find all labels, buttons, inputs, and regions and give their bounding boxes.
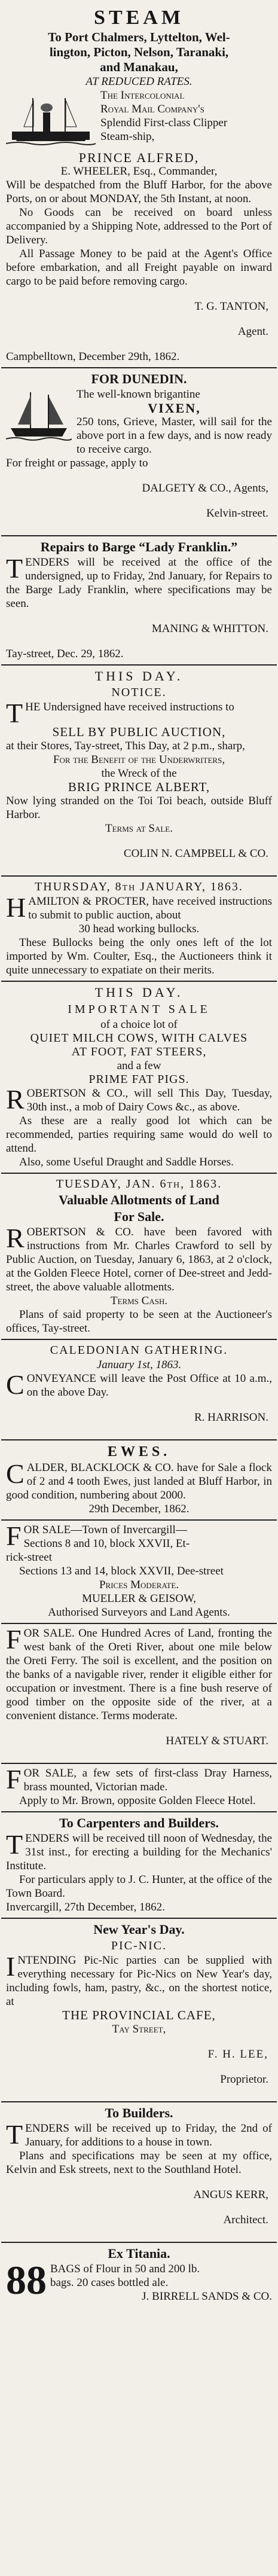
caledonian-body: ONVEYANCE will leave the Post Office at 10 a.m., on the above Day.: [26, 1372, 272, 1399]
ad-titania: [1, 2243, 277, 2307]
builders-sig: ANGUS KERR,: [193, 2189, 268, 2201]
newyear-picnic: PIC-NIC.: [111, 1939, 167, 1952]
inv-drop-cap: F: [6, 1521, 22, 1551]
steam-body-4: Steam-ship,: [100, 130, 155, 143]
milch-few: and a few: [117, 1060, 161, 1072]
inv-l4: Sections 13 and 14, block XXVII, Dee-street: [19, 1565, 224, 1577]
hamilton-body: AMILTON & PROCTER, have received instructions to submit to public auction, about: [28, 895, 272, 921]
thisday-body: HE Undersigned have received instructions to: [25, 701, 234, 713]
barge-body: ENDERS will be received at the office of the undersigned, up to Friday, 2nd January, for Repairs to the Barge Lady Franklin, where specifications may be seen.: [6, 556, 272, 610]
dunedin-agent-addr: Kelvin-street.: [206, 507, 268, 520]
hamilton-body2: These Bullocks being the only ones left of the lot imported by Wm. Coulter, Esq., the Auctioneers think it quite unnecessary to expatiate on their merits.: [6, 936, 272, 976]
newyear-body: NTENDING Pic-Nic parties can be supplied with everything necessary for Pic-Nics on New Year's day, including fowls, ham, pastry, &c., on the shortest notice, at: [6, 1954, 272, 2008]
builders-title: To Builders.: [105, 2105, 173, 2120]
milch-body3: Also, some Useful Draught and Saddle Horses.: [19, 1156, 234, 1168]
inv-prices: Prices Moderate.: [99, 1579, 179, 1591]
ad-this-day-notice: [1, 666, 277, 877]
thisday-benefit: For the Benefit of the Underwriters,: [53, 753, 225, 766]
thisday-terms: Terms at Sale.: [105, 822, 173, 835]
steam-captain: E. WHEELER, Esq., Commander,: [60, 165, 218, 178]
ad-ewes: [1, 1440, 277, 1521]
ewes-body: ALDER, BLACKLOCK & CO. have for Sale a flock of 2 and 4 tooth Ewes, just landed at Bluff Harbor, in good condition, numbering about 2000.: [6, 1461, 272, 1501]
newspaper-column: [1, 0, 277, 2307]
steam-dests-2: lington, Picton, Nelson, Taranaki,: [49, 45, 229, 59]
builders-drop-cap: T: [6, 2119, 23, 2150]
caledonian-date: January 1st, 1863.: [96, 1359, 182, 1371]
steam-main: Will be despatched from the Bluff Harbor, for the above Ports, on or about MONDAY, the 5th Instant, at noon.: [6, 179, 272, 205]
steam-agent-name: T. G. TANTON,: [194, 300, 268, 313]
dunedin-body: 250 tons, Grieve, Master, will sail for the above port in a few days, and is now ready to receive cargo.: [77, 416, 272, 456]
barge-title: Repairs to Barge “Lady Franklin.”: [40, 539, 238, 554]
ad-allotments: [1, 1174, 277, 1340]
titania-l2: bags. 20 cases bottled ale.: [50, 2276, 169, 2289]
newyear-title: New Year's Day.: [93, 1922, 185, 1937]
ad-builders: [1, 2102, 277, 2243]
thisday-drop-cap: T: [6, 698, 23, 728]
titania-number: 88: [6, 2257, 47, 2303]
builders-body2: Plans and specifications may be seen at my office, Kelvin and Esk streets, next to the Southland Hotel.: [6, 2150, 272, 2176]
steam-agent-role: Agent.: [237, 325, 268, 338]
newyear-street: Tay Street,: [112, 2023, 166, 2035]
caledonian-sig: R. HARRISON.: [194, 1411, 268, 1424]
thisday-sig: COLIN N. CAMPBELL & CO.: [123, 847, 268, 860]
steam-date: Campbelltown, December 29th, 1862.: [6, 350, 180, 363]
inv-l2: Sections 8 and 10, block XXVII, Et-: [23, 1537, 190, 1550]
builders-body: ENDERS will be received up to Friday, the 2nd of January, for additions to a house in town.: [25, 2122, 272, 2148]
ad-caledonian: [1, 1340, 277, 1440]
milch-body: OBERTSON & CO., will sell This Day, Tuesday, 30th inst., a mob of Dairy Cows &c., as above.: [26, 1087, 272, 1113]
ewes-drop-cap: C: [6, 1458, 25, 1489]
milch-body2: As these are a really good lot which can be recommended, parties requiring same would do well to attend.: [6, 1115, 272, 1155]
thisday-sell: SELL BY PUBLIC AUCTION,: [52, 725, 226, 739]
drays-body2: Apply to Mr. Brown, opposite Golden Fleece Hotel.: [19, 1794, 256, 1807]
allot-title-1: Valuable Allotments of Land: [59, 1192, 219, 1207]
allot-title-2: For Sale.: [114, 1209, 164, 1224]
milch-foot: AT FOOT, FAT STEERS,: [71, 1045, 207, 1058]
inv-l1: OR SALE—Town of Invercargill—: [23, 1524, 187, 1536]
ad-steam: [1, 4, 277, 368]
drays-body: OR SALE, a few sets of first-class Dray Harness, brass mounted, Victorian made.: [23, 1767, 272, 1793]
allot-date: TUESDAY, JAN. 6th, 1863.: [56, 1177, 222, 1191]
dunedin-freight: For freight or passage, apply to: [6, 457, 148, 469]
carpenters-title: To Carpenters and Builders.: [59, 1815, 219, 1830]
oreti-body: OR SALE. One Hundred Acres of Land, fronting the west bank of the Oreti River, about one mile below the Oreti Ferry. The soil is excellent, and the position on the banks of a navigable river, render it eligible either for occupation or investment. There is a fine bush reserve of good timber on the opposite side of the river, at a convenient distance. Terms moderate.: [6, 1627, 272, 1722]
newyear-prop: F. H. LEE,: [207, 2048, 268, 2061]
builders-sig-role: Architect.: [223, 2214, 268, 2226]
inv-sig: MUELLER & GEISOW,: [82, 1592, 196, 1605]
steamship-icon: [6, 90, 96, 149]
allot-drop-cap: R: [6, 1223, 25, 1253]
thisday-notice: NOTICE.: [111, 686, 167, 699]
milch-title: THIS DAY.: [94, 985, 184, 1000]
steam-ship-name: PRINCE ALFRED,: [78, 150, 200, 165]
hamilton-bullocks: 30 head working bullocks.: [78, 923, 200, 935]
carpenters-date: Invercargill, 27th December, 1862.: [6, 1901, 165, 1913]
oreti-sig: HATELY & STUART.: [166, 1735, 268, 1747]
allot-plans: Plans of said property to be seen at the Auctioneer's offices, Tay-street.: [6, 1308, 272, 1335]
steam-dests-3: and Manakau,: [100, 60, 178, 74]
milch-pigs: PRIME FAT PIGS.: [88, 1073, 190, 1086]
caledonian-drop-cap: C: [6, 1369, 25, 1400]
steam-no-goods: No Goods can be received on board unless accompanied by a Shipping Note, addressed to the Port of Delivery.: [6, 206, 272, 246]
carpenters-drop-cap: T: [6, 1829, 23, 1860]
thisday-lying: Now lying stranded on the Toi Toi beach, outside Bluff Harbor.: [6, 795, 272, 821]
steam-rates: AT REDUCED RATES.: [85, 75, 193, 88]
thisday-title: THIS DAY.: [94, 669, 184, 683]
dunedin-ship-name: VIXEN,: [148, 401, 201, 416]
caledonian-title: CALEDONIAN GATHERING.: [50, 1344, 228, 1357]
allot-body: OBERTSON & CO. have been favored with instructions from Mr. Charles Crawford to sell by Public Auction, on Tuesday, January 6, 1863, at 2 o'clock, at the Golden Fleece Hotel, corner of Dee-street and Jedd-street, the above valuable allotments.: [6, 1226, 272, 1293]
dunedin-title: FOR DUNEDIN.: [91, 371, 187, 386]
thisday-brig: BRIG PRINCE ALBERT,: [68, 780, 210, 794]
milch-drop-cap: R: [6, 1084, 25, 1115]
milch-cows: QUIET MILCH COWS, WITH CALVES: [30, 1031, 248, 1045]
ewes-title: EWES.: [107, 1444, 171, 1460]
ad-dunedin: [1, 368, 277, 536]
steam-passage: All Passage Money to be paid at the Agent's Office before embarkation, and all Freight payable on inward cargo to be paid before removing cargo.: [6, 248, 272, 288]
titania-title: Ex Titania.: [108, 2246, 170, 2261]
inv-sig2: Authorised Surveyors and Land Agents.: [48, 1606, 230, 1619]
ad-hamilton: [1, 877, 277, 982]
milch-important: IMPORTANT SALE: [68, 1003, 210, 1016]
ad-dray-harness: [1, 1764, 277, 1812]
titania-sig: J. BIRRELL SANDS & CO.: [142, 2290, 272, 2303]
steam-dests-1: To Port Chalmers, Lyttelton, Wel-: [48, 30, 230, 44]
thisday-wreck: the Wreck of the: [101, 767, 177, 780]
drays-drop-cap: F: [6, 1764, 22, 1794]
newyear-prop-role: Proprietor.: [220, 2073, 268, 2086]
barge-date: Tay-street, Dec. 29, 1862.: [6, 648, 124, 660]
carpenters-body2: For particulars apply to J. C. Hunter, at the office of the Town Board.: [6, 1873, 272, 1900]
newyear-cafe: THE PROVINCIAL CAFE,: [62, 2008, 216, 2022]
allot-terms: Terms Cash.: [110, 1295, 168, 1307]
ad-barge: [1, 536, 277, 666]
ad-milch-cows: [1, 982, 277, 1174]
hamilton-drop-cap: H: [6, 892, 26, 923]
barge-sig: MANING & WHITTON.: [151, 622, 268, 635]
ad-new-year: [1, 1919, 277, 2102]
newyear-drop-cap: I: [6, 1951, 16, 1982]
carpenters-body: ENDERS will be received till noon of Wednesday, the 31st inst., for erecting a building for the Mechanics' Institute.: [6, 1832, 272, 1872]
ad-oreti-land: [1, 1624, 277, 1764]
ad-invercargill-sections: [1, 1521, 277, 1624]
ad-carpenters: [1, 1812, 277, 1919]
brigantine-icon: [6, 389, 72, 442]
hamilton-date: THURSDAY, 8th JANUARY, 1863.: [35, 880, 243, 893]
dunedin-lead: The well-known brigantine: [77, 388, 200, 401]
inv-l3: rick-street: [6, 1551, 53, 1564]
steam-body-1: The Intercolonial: [100, 89, 185, 102]
steam-title: STEAM: [94, 7, 184, 29]
ewes-date: 29th December, 1862.: [88, 1503, 190, 1515]
thisday-body2: at their Stores, Tay-street, This Day, at 2 p.m., sharp,: [6, 740, 245, 752]
titania-l1: BAGS of Flour in 50 and 200 lb.: [50, 2263, 200, 2275]
milch-choice: of a choice lot of: [100, 1018, 178, 1031]
steam-body-3: Splendid First-class Clipper: [100, 117, 228, 129]
steam-body-2: Royal Mail Company's: [100, 103, 204, 115]
oreti-drop-cap: F: [6, 1624, 22, 1655]
barge-drop-cap: T: [6, 553, 23, 584]
dunedin-agent: DALGETY & CO., Agents,: [142, 482, 268, 495]
